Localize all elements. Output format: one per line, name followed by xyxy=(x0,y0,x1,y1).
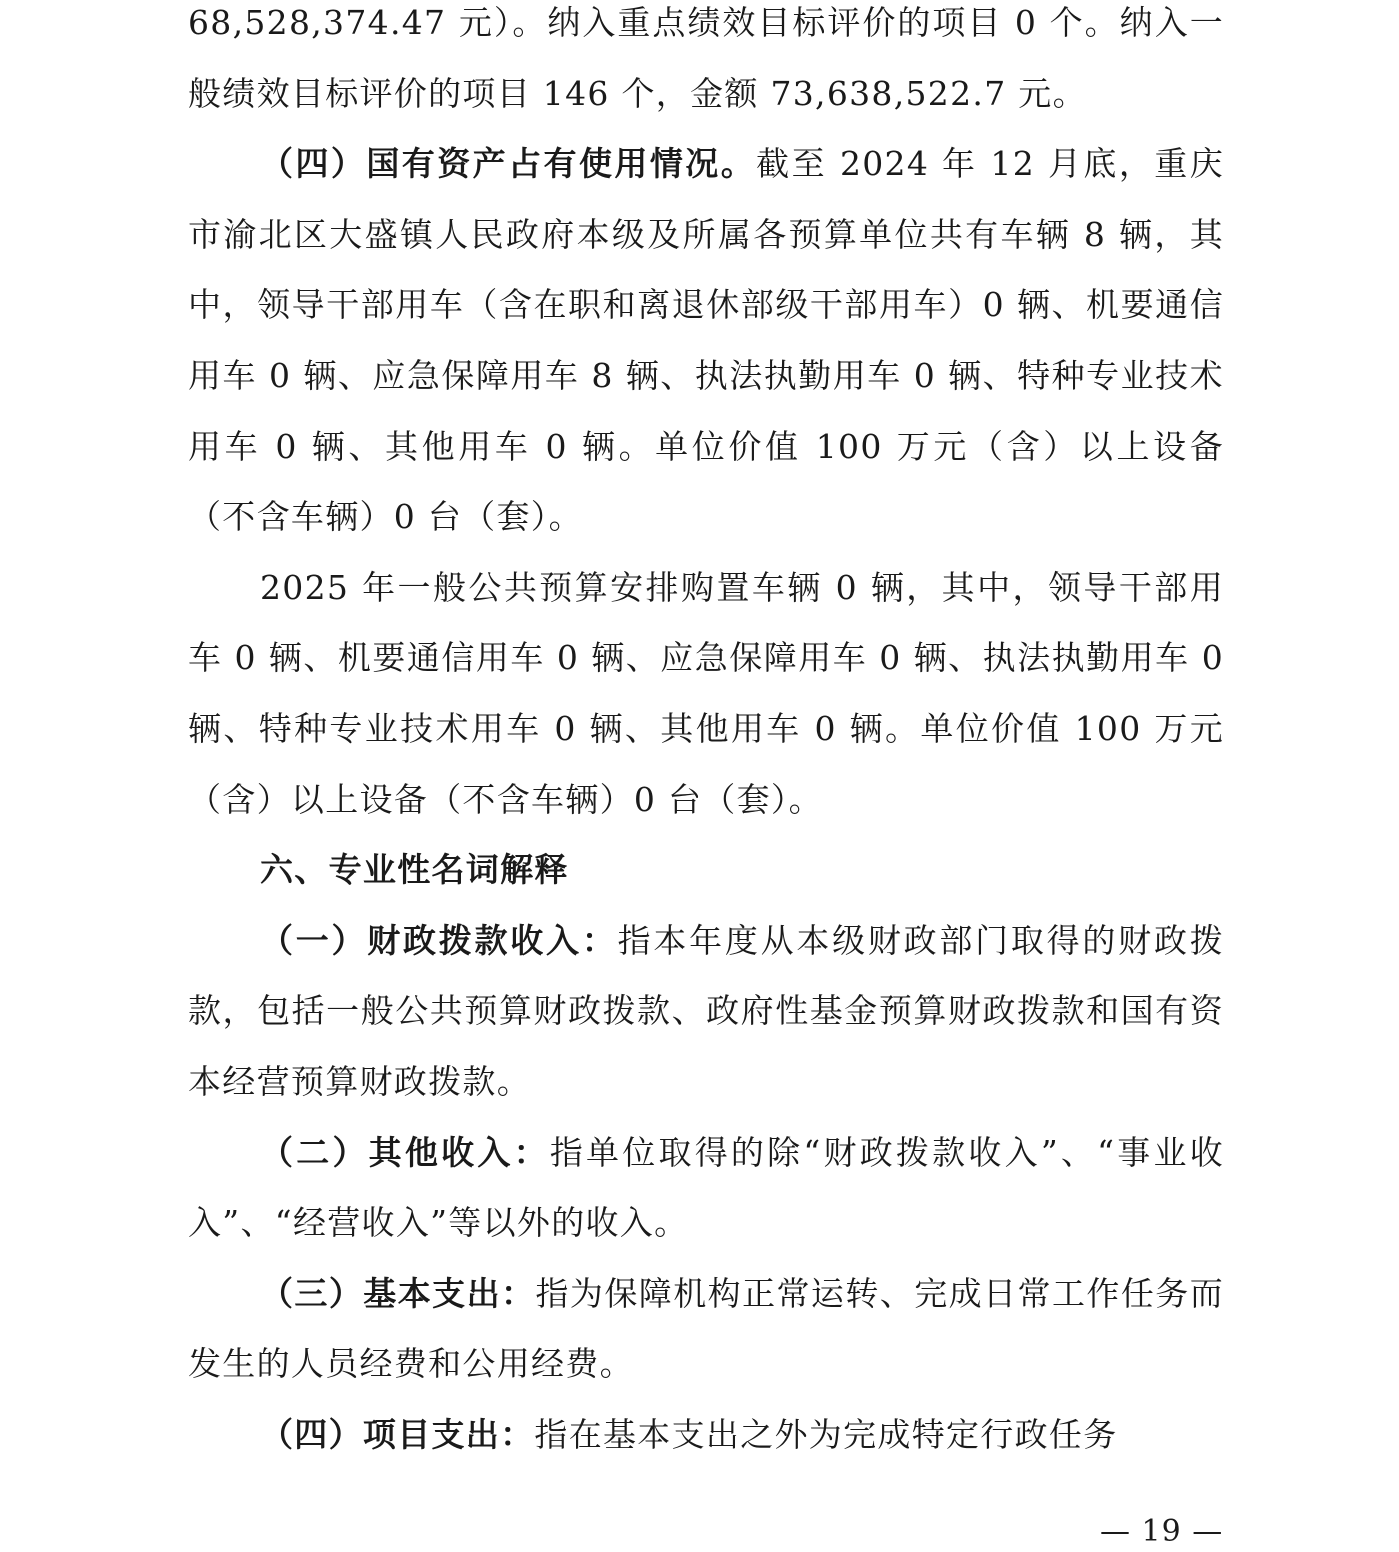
paragraph-text: 2025 年一般公共预算安排购置车辆 0 辆，其中，领导干部用车 0 辆、机要通信用车 0 辆、应急保障用车 0 辆、执法执勤用车 0 辆、特种专业技术用车 0 辆、其他用车 0 辆。单位价值 100 万元（含）以上设备（不含车辆）0 台（套）。 xyxy=(188,567,1224,819)
paragraph-text: 指本年度从本级财政部门取得的财政拨款，包括一般公共预算财政拨款、政府性基金预算财政拨款和国有资本经营预算财政拨款。 xyxy=(188,920,1224,1101)
paragraph-fiscal-appropriation xyxy=(188,906,1224,1118)
paragraph-text: 截至 2024 年 12 月底，重庆市渝北区大盛镇人民政府本级及所属各预算单位共有车辆 8 辆，其中，领导干部用车（含在职和离退休部级干部用车）0 辆、机要通信用车 0 辆、应急保障用车 8 辆、执法执勤用车 0 辆、特种专业技术用车 0 辆、其他用车 0 辆。单位价值 100 万元（含）以上设备（不含车辆）0 台（套）。 xyxy=(188,144,1224,537)
paragraph-lead: （二）其他收入： xyxy=(260,1132,550,1172)
paragraph-lead: （四）国有资产占有使用情况。 xyxy=(260,144,757,184)
paragraph-state-assets xyxy=(188,129,1224,553)
section-heading-text: 六、专业性名词解释 xyxy=(260,850,569,890)
paragraph-lead: （一）财政拨款收入： xyxy=(260,920,618,960)
paragraph-text: 指单位取得的除“财政拨款收入”、“事业收入”、“经营收入”等以外的收入。 xyxy=(188,1132,1224,1243)
paragraph-project-expenditure xyxy=(188,1400,1224,1471)
paragraph-lead: （三）基本支出： xyxy=(260,1273,536,1313)
paragraph-text: 指为保障机构正常运转、完成日常工作任务而发生的人员经费和公用经费。 xyxy=(188,1273,1224,1384)
document-page xyxy=(188,0,1224,1470)
paragraph-basic-expenditure xyxy=(188,1259,1224,1400)
paragraph-performance-evaluation xyxy=(188,0,1224,129)
paragraph-other-income xyxy=(188,1118,1224,1259)
paragraph-vehicle-purchase xyxy=(188,553,1224,835)
paragraph-text: 指在基本支出之外为完成特定行政任务 xyxy=(534,1414,1118,1454)
section-heading xyxy=(188,835,1224,906)
paragraph-text: 68,528,374.47 元）。纳入重点绩效目标评价的项目 0 个。纳入一般绩效目标评价的项目 146 个，金额 73,638,522.7 元。 xyxy=(188,3,1224,113)
page-number: — 19 — xyxy=(1100,1514,1224,1549)
paragraph-lead: （四）项目支出： xyxy=(260,1414,535,1454)
